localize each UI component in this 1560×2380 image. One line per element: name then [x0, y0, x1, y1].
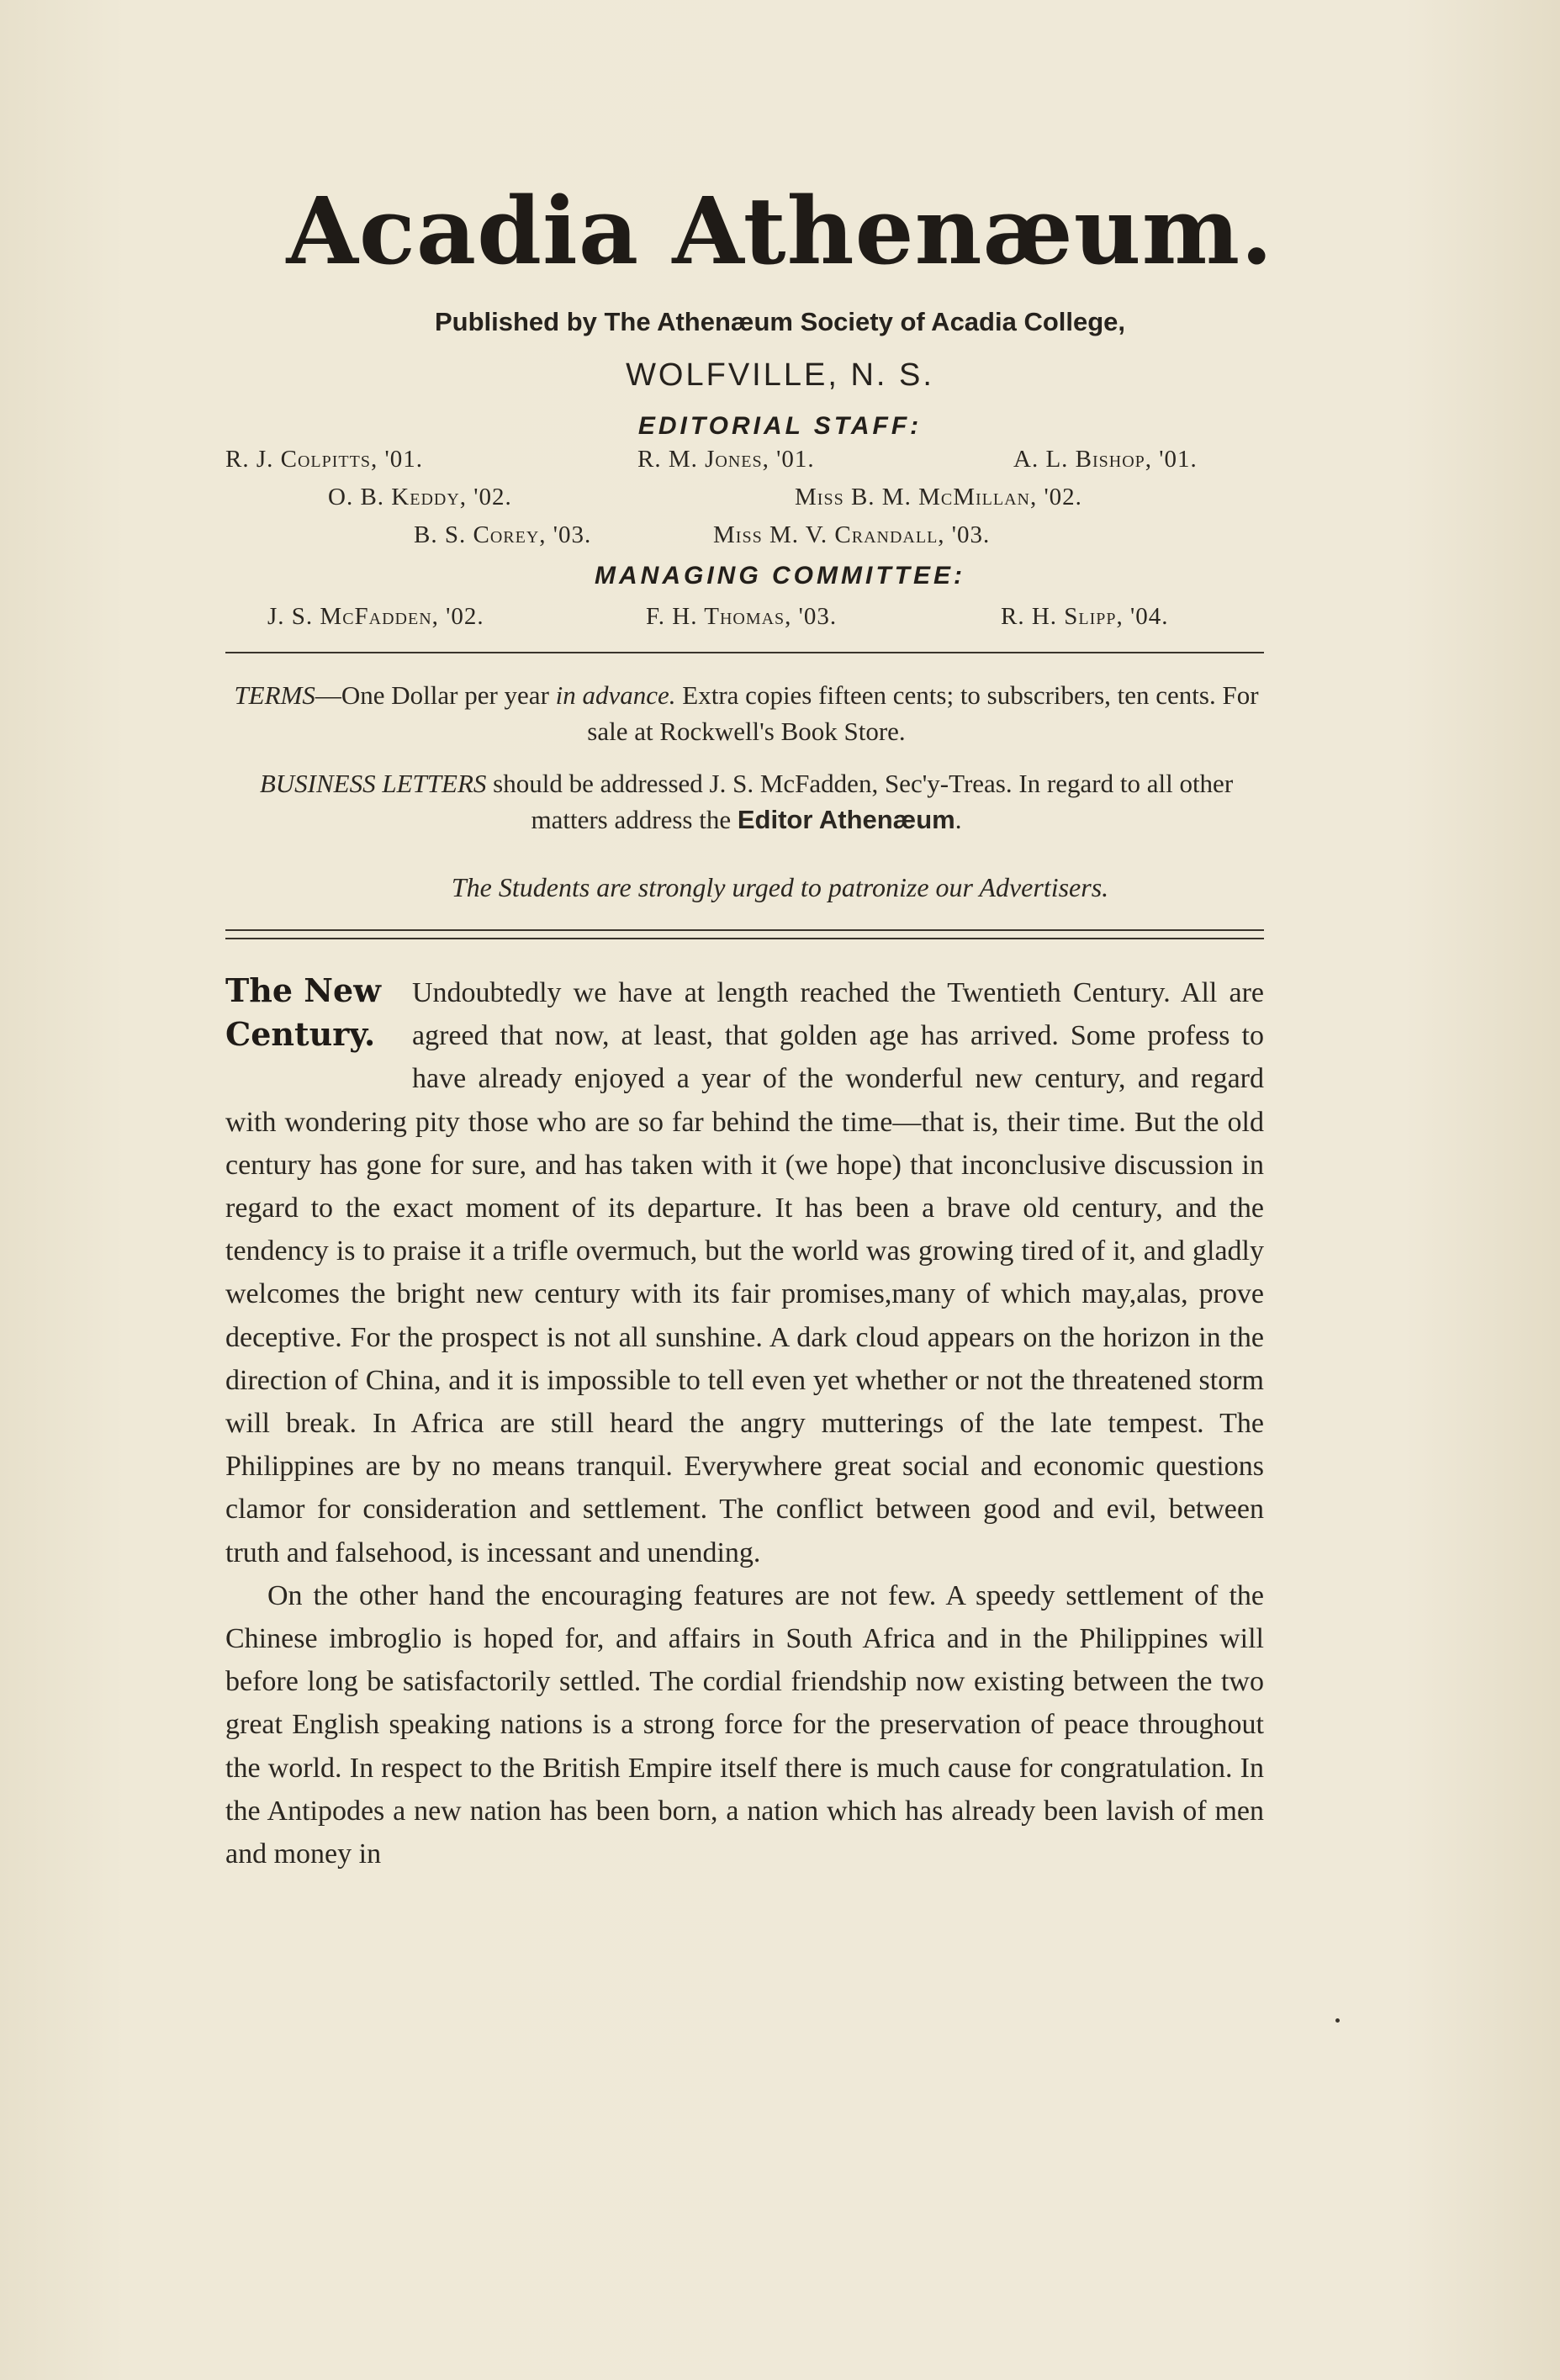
- divider-rule: [225, 938, 1264, 939]
- masthead-title: Acadia Athenæum.: [286, 177, 1274, 285]
- business-label: BUSINESS LETTERS: [259, 769, 487, 798]
- article-sidehead: The New Century.: [225, 971, 381, 1053]
- place-line: WOLFVILLE, N. S.: [626, 357, 934, 393]
- business-notice: [223, 765, 1270, 838]
- advertisers-notice: The Students are strongly urged to patronize our Advertisers.: [451, 872, 1109, 902]
- committee-member: J. S. McFadden, '02.: [267, 603, 484, 630]
- terms-text-b: Extra copies fifteen cents; to subscribers, ten cents. For sale at Rockwell's Book Store.: [587, 680, 1259, 746]
- page-speck: [1335, 2018, 1340, 2023]
- divider-rule: [225, 652, 1264, 653]
- terms-in-advance: in advance.: [555, 680, 676, 710]
- terms-notice: [223, 677, 1270, 749]
- committee-member: F. H. Thomas, '03.: [646, 603, 838, 630]
- staff-member: R. J. Colpitts, '01.: [225, 446, 423, 473]
- terms-text-a: —One Dollar per year: [315, 680, 556, 710]
- article-paragraph: Undoubtedly we have at length reached the Twentieth Century. All are agreed that now, at least, that golden age has arrived. Some profess to have already enjoyed a year of the wonderful new century, and regard with wondering pity those who are so far behind the time—that is, their time. But the old century has gone for sure, and has taken with it (we hope) that inconclusive discussion in regard to the exact moment of its departure. It has been a brave old century, and the tendency is to praise it a trifle overmuch, but the world was growing tired of it, and gladly welcomes the bright new century with its fair promises,many of which may,alas, prove deceptive. For the prospect is not all sunshine. A dark cloud appears on the horizon in the direction of China, and it is impossible to tell even yet whether or not the threatened storm will break. In Africa are still heard the angry mutterings of the late tempest. The Philippines are by no means tranquil. Everywhere great social and economic questions clamor for consideration and settlement. The conflict between good and evil, between truth and falsehood, is incessant and unending.: [225, 977, 1264, 1568]
- business-text-b: .: [955, 805, 962, 834]
- staff-member: O. B. Keddy, '02.: [328, 484, 512, 510]
- sidehead-spacer: [225, 971, 412, 1099]
- committee-member: R. H. Slipp, '04.: [1001, 603, 1169, 630]
- terms-label: TERMS: [234, 680, 315, 710]
- business-editor: Editor Athenæum: [737, 805, 955, 834]
- business-text-a: should be addressed J. S. McFadden, Sec'y-Treas. In regard to all other matters address the: [486, 769, 1234, 834]
- staff-member: B. S. Corey, '03.: [414, 521, 592, 548]
- article-body: [225, 971, 1264, 1875]
- divider-rule: [225, 929, 1264, 931]
- staff-member: R. M. Jones, '01.: [637, 446, 815, 473]
- staff-member: A. L. Bishop, '01.: [1013, 446, 1198, 473]
- editorial-staff-heading: EDITORIAL STAFF:: [637, 412, 923, 440]
- staff-member: Miss M. V. Crandall, '03.: [713, 521, 991, 548]
- publisher-line: Published by The Athenæum Society of Acadia College,: [434, 307, 1126, 336]
- article-paragraph: On the other hand the encouraging features are not few. A speedy settlement of the Chinese imbroglio is hoped for, and affairs in South Africa and in the Philippines will before long be satisfactorily settled. The cordial friendship now existing between the two great English speaking nations is a strong force for the preservation of peace throughout the world. In respect to the British Empire itself there is much cause for congratulation. In the Antipodes a new nation has been born, a nation which has already been lavish of men and money in: [225, 1579, 1264, 1870]
- managing-committee-heading: MANAGING COMMITTEE:: [595, 562, 965, 590]
- staff-member: Miss B. M. McMillan, '02.: [795, 484, 1082, 510]
